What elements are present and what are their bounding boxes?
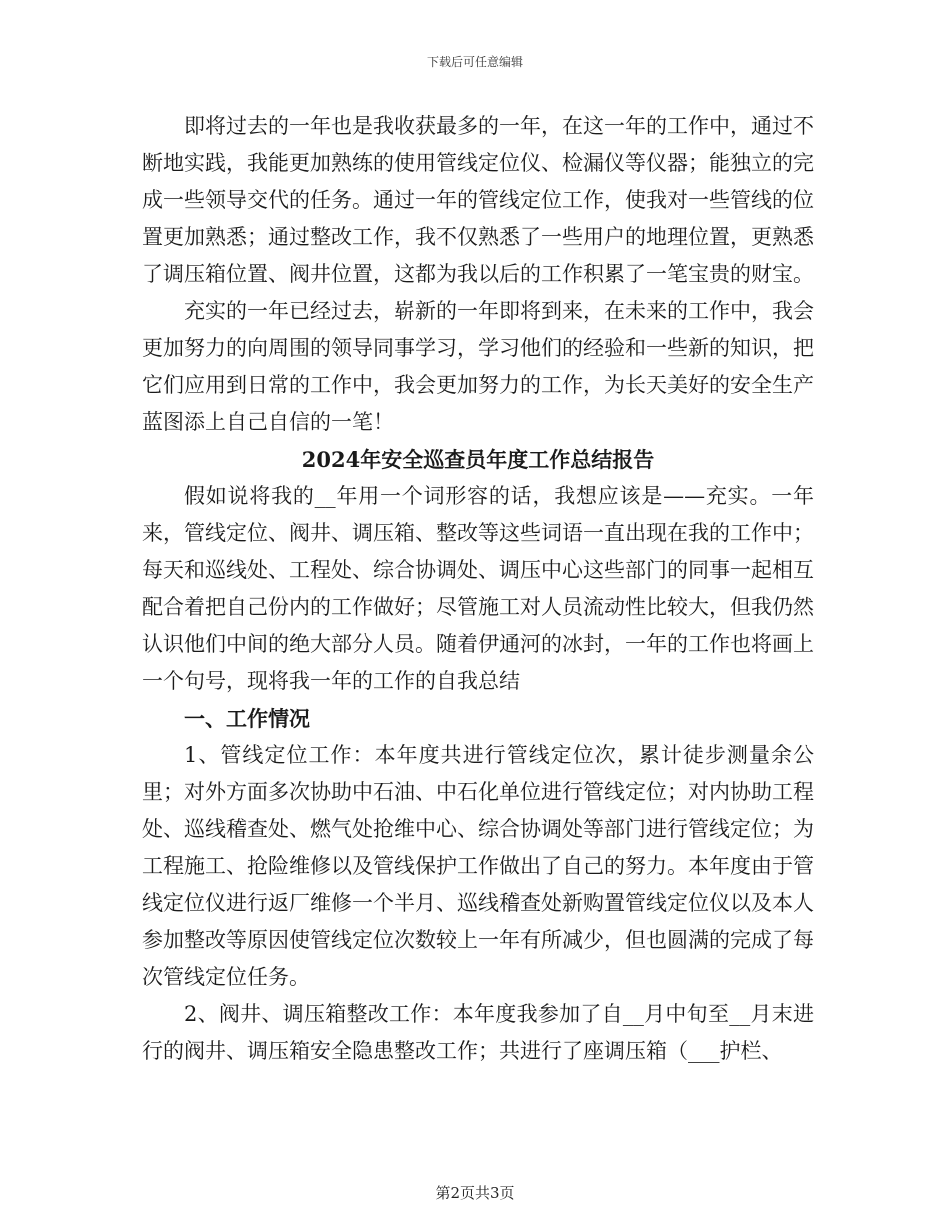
page-header: 下载后可任意编辑 bbox=[426, 55, 523, 69]
paragraph-item-1: 1、管线定位工作：本年度共进行管线定位次，累计徒步测量余公里；对外方面多次协助中石油、中石化单位进行管线定位；对内协助工程处、巡线稽查处、燃气处抢维中心、综合协调处等部门进行管线定位；为工程施工、抢险维修以及管线保护工作做出了自己的努力。本年度由于管线定位仪进行返厂维修一个半月、巡线稽查处新购置管线定位仪以及本人参加整改等原因使管线定位次数较上一年有所减少，但也圆满的完成了每次管线定位任务。 bbox=[142, 743, 814, 989]
paragraph-intro: 假如说将我的__年用一个词形容的话，我想应该是——充实。一年来，管线定位、阀井、调压箱、整改等这些词语一直出现在我的工作中；每天和巡线处、工程处、综合协调处、调压中心这些部门的同事一起相互配合着把自己份内的工作做好；尽管施工对人员流动性比较大，但我仍然认识他们中间的绝大部分人员。随着伊通河的冰封，一年的工作也将画上一个句号，现将我一年的工作的自我总结 bbox=[142, 484, 814, 693]
paragraph-future: 充实的一年已经过去，崭新的一年即将到来，在未来的工作中，我会更加努力的向周围的领导同事学习，学习他们的经验和一些新的知识，把它们应用到日常的工作中，我会更加努力的工作，为长天美好的安全生产蓝图添上自己自信的一笔！ bbox=[142, 299, 814, 434]
section-heading: 一、工作情况 bbox=[184, 706, 310, 731]
paragraph-harvest: 即将过去的一年也是我收获最多的一年，在这一年的工作中，通过不断地实践，我能更加熟练的使用管线定位仪、检漏仪等仪器；能独立的完成一些领导交代的任务。通过一年的管线定位工作，使我对一些管线的位置更加熟悉；通过整改工作，我不仅熟悉了一些用户的地理位置，更熟悉了调压箱位置、阀井位置，这都为我以后的工作积累了一笔宝贵的财宝。 bbox=[142, 114, 814, 286]
page-number: 第2页共3页 bbox=[435, 1184, 515, 1202]
paragraph-item-2: 2、阀井、调压箱整改工作：本年度我参加了自__月中旬至__月末进行的阀井、调压箱安全隐患整改工作；共进行了座调压箱（___护栏、 bbox=[142, 1002, 814, 1063]
document-body bbox=[142, 108, 814, 1070]
document-title: 2024年安全巡查员年度工作总结报告 bbox=[301, 447, 655, 472]
